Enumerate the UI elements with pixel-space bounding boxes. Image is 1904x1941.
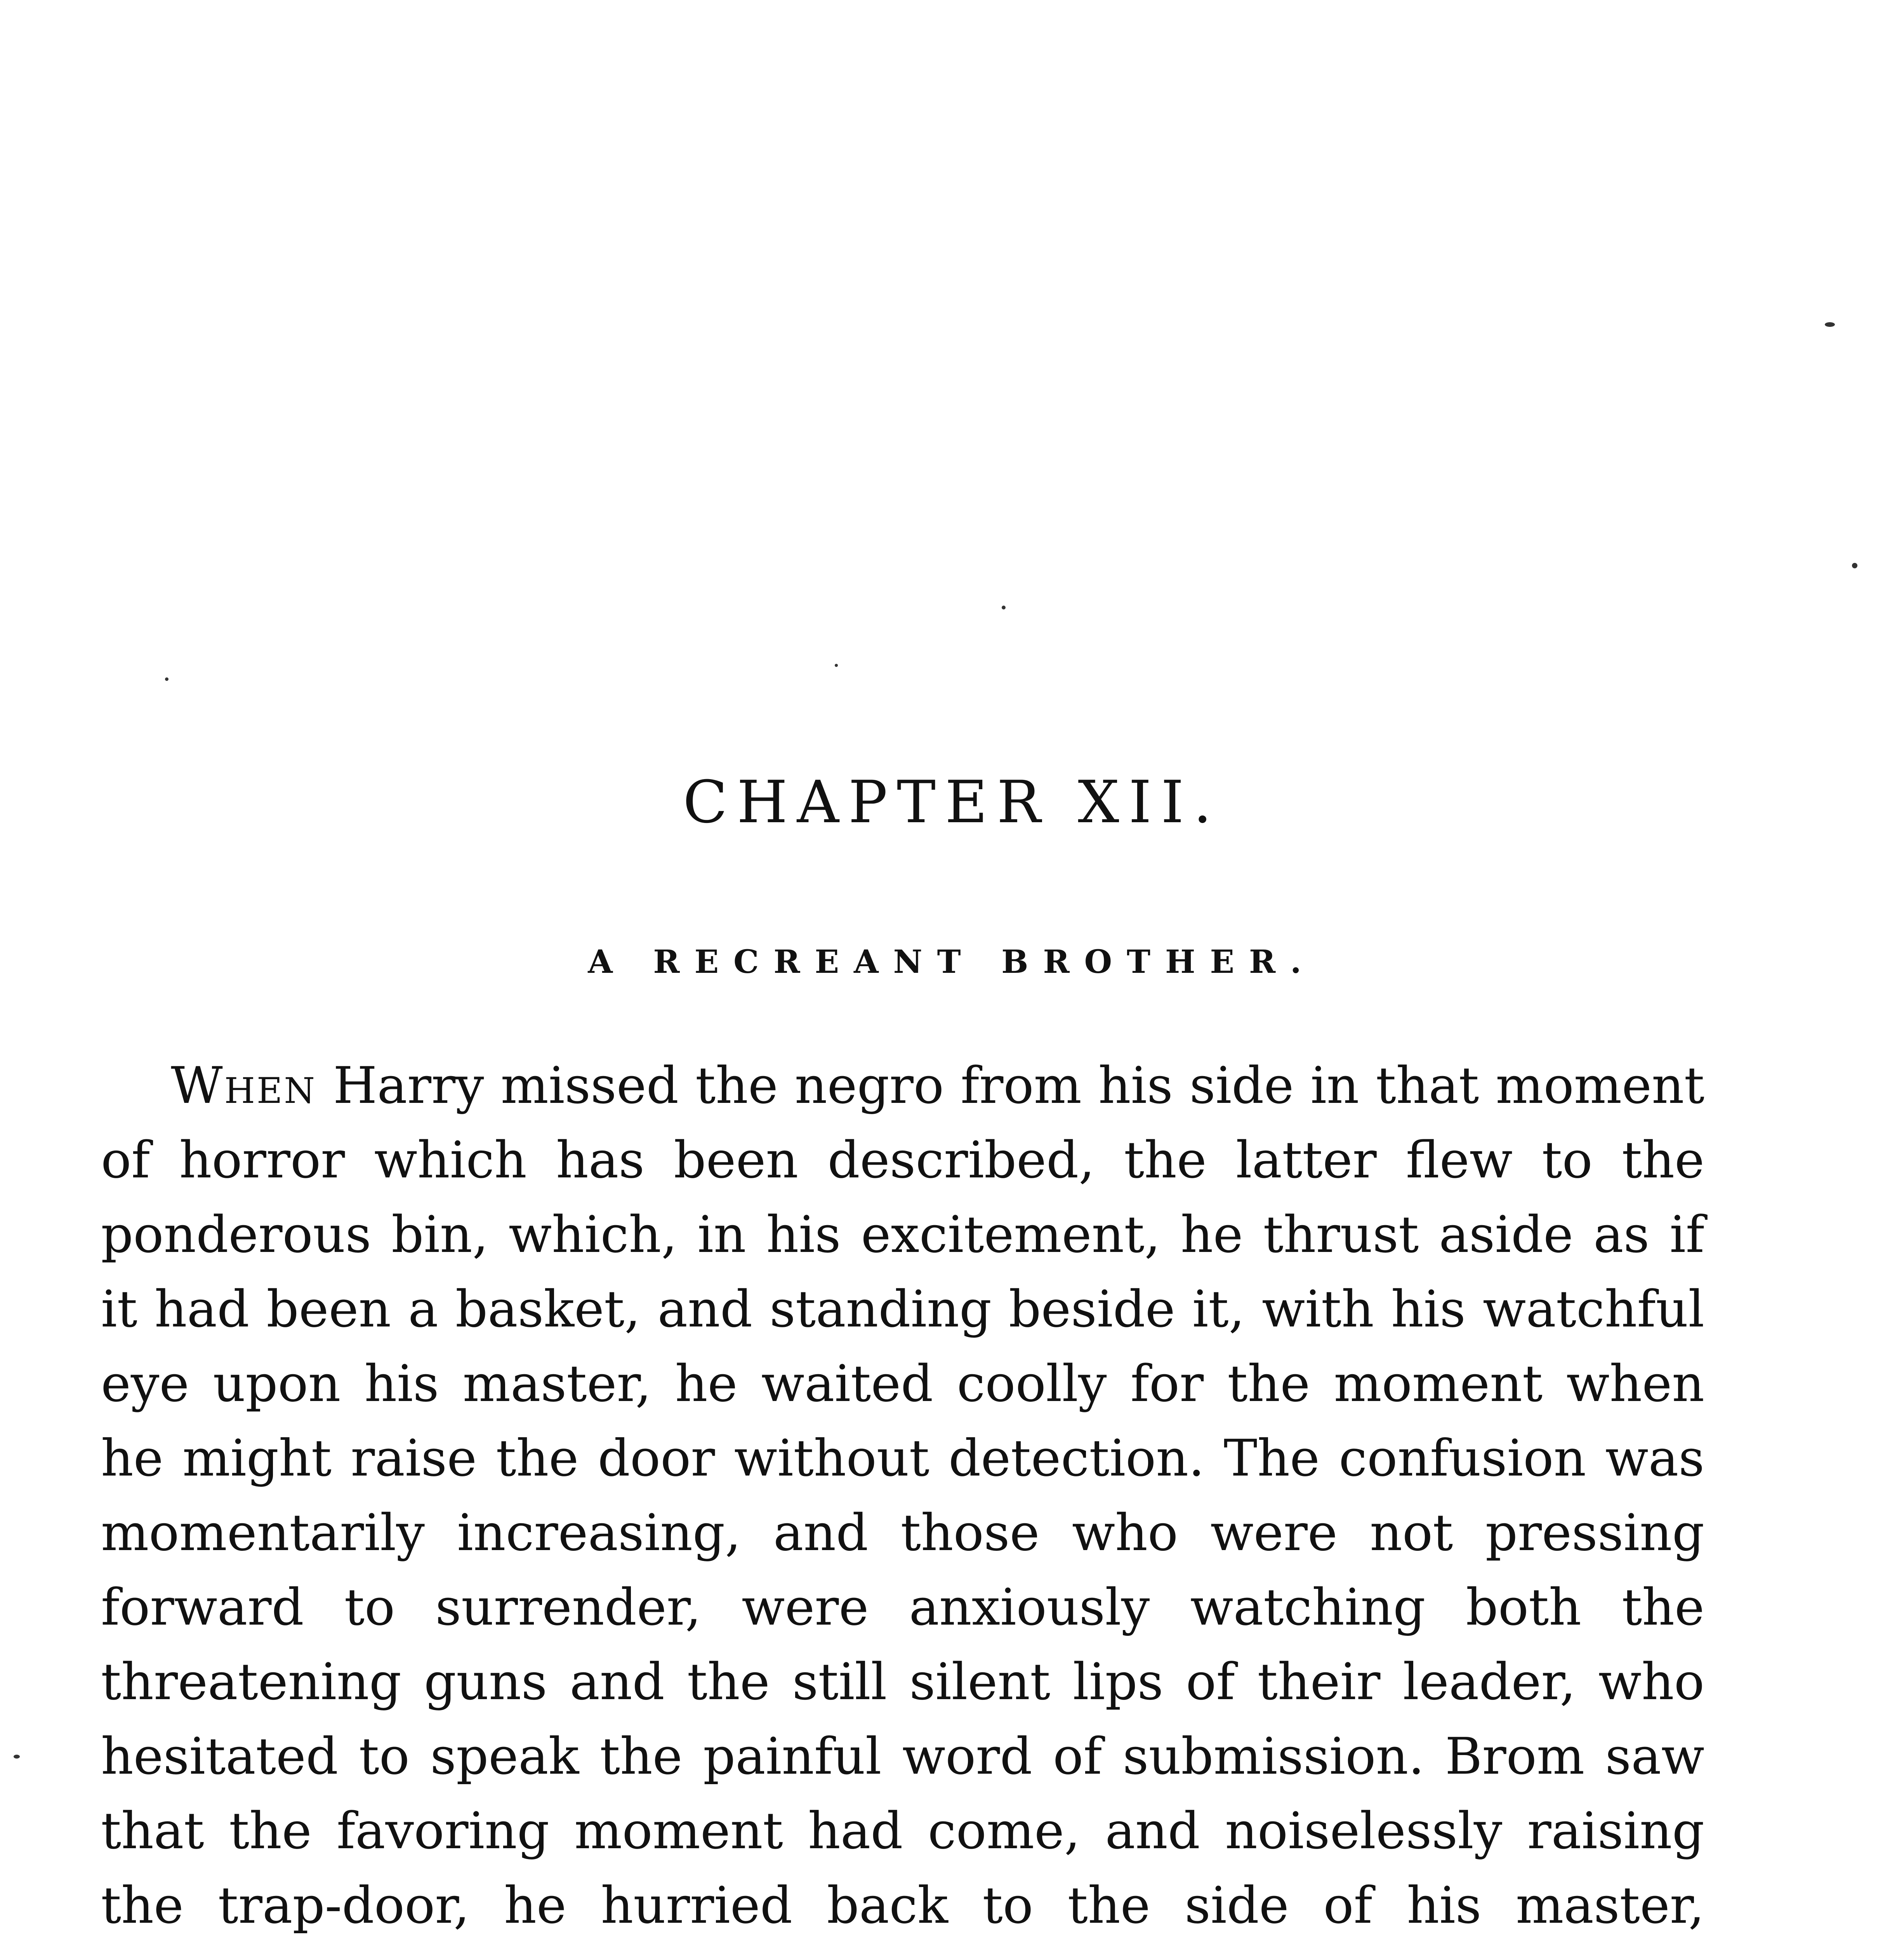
body-text [101, 1048, 1704, 1941]
paragraph-lead-word: When [171, 1056, 317, 1115]
chapter-title: CHAPTER XII. [683, 769, 1221, 836]
scan-speck [1825, 322, 1835, 327]
paragraph [101, 1048, 1704, 1941]
scan-speck [165, 677, 169, 681]
paragraph-text: Harry missed the negro from his side in that moment of horror which has been described, the latter flew to the ponderous bin, which, in his excitement, he thrust aside as if it had been a basket, and standing beside it, with his watchful eye upon his master, he waited coolly for the moment when he might raise the door without detection. The confusion was momentarily increasing, and those who were not pressing forward to surrender, were anxiously watching both the threatening guns and the still silent lips of their leader, who hesitated to speak the painful word of submission. Brom saw that the favoring moment had come, and noiselessly raising the trap-door, he hurried back to the side of his master, [101, 1056, 1704, 1935]
scan-speck [1002, 606, 1006, 609]
chapter-subtitle: A RECREANT BROTHER. [588, 943, 1316, 981]
scan-speck [835, 664, 838, 667]
scan-speck [1852, 563, 1857, 568]
scan-speck [14, 1755, 20, 1759]
